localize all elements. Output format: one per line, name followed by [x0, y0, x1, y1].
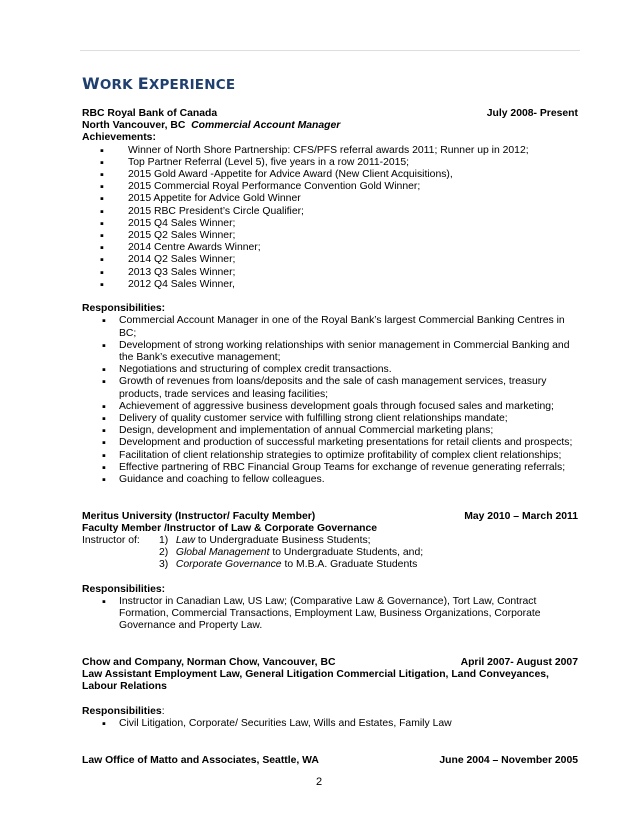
achievement-item: ▪ 2013 Q3 Sales Winner;: [82, 267, 578, 279]
responsibilities-list: [82, 315, 578, 486]
job-meritus: [82, 511, 578, 633]
responsibility-item: ▪ Delivery of quality customer service with fulfilling strong client relationships mandate;: [82, 413, 578, 425]
course-number: 1): [159, 535, 169, 547]
responsibilities-label: Responsibilities:: [82, 303, 166, 315]
achievements-list: [82, 145, 578, 291]
responsibility-item: ▪ Growth of revenues from loans/deposits and the sale of cash management services, treasury products, trade services and leasing facilities;: [82, 376, 578, 400]
employer: Law Office of Matto and Associates, Seattle, WA: [82, 754, 319, 766]
job-dates: May 2010 – March 2011: [464, 510, 578, 522]
course-item: [159, 535, 423, 547]
instructor-label: Instructor of:: [82, 535, 140, 547]
job-dates: July 2008- Present: [486, 108, 578, 119]
achievement-item: ▪ 2014 Q2 Sales Winner;: [82, 254, 578, 266]
job-role: Law Assistant Employment Law, General Litigation Commercial Litigation, Land Conveyances, Labour Relations: [82, 669, 549, 693]
section-title-work-experience: WORK EXPERIENCE: [82, 74, 236, 93]
responsibility-item: ▪ Facilitation of client relationship strategies to optimize profitability of complex client relationships;: [82, 450, 578, 462]
courses-list: [159, 535, 423, 572]
achievement-item: ▪ Winner of North Shore Partnership: CFS/PFS referral awards 2011; Runner up in 2012;: [82, 145, 578, 157]
job-location-title: [82, 120, 578, 132]
course-audience: to Undergraduate Students, and;: [269, 547, 424, 559]
responsibility-item: ▪ Development of strong working relationships with senior management in Commercial Banking and the Bank’s executive management;: [82, 340, 578, 364]
responsibilities-label: Responsibilities: [82, 705, 162, 717]
job-dates: June 2004 – November 2005: [439, 754, 578, 766]
achievement-item: ▪ 2014 Centre Awards Winner;: [82, 242, 578, 254]
page-number: 2: [315, 776, 323, 788]
achievement-item: ▪ 2012 Q4 Sales Winner,: [82, 279, 578, 291]
responsibility-item: ▪ Achievement of aggressive business development goals through focused sales and marketing;: [82, 401, 578, 413]
responsibility-item: ▪ Effective partnering of RBC Financial Group Teams for exchange of revenue generating referrals;: [82, 462, 578, 474]
job-location: North Vancouver, BC: [82, 120, 186, 132]
courses-block: [82, 535, 578, 572]
job-header: [82, 108, 578, 120]
label-colon: :: [161, 705, 165, 717]
resume-body: [82, 108, 578, 767]
job-title: Commercial Account Manager: [191, 120, 341, 132]
responsibility-item: ▪ Civil Litigation, Corporate/ Securities Law, Wills and Estates, Family Law: [82, 718, 578, 730]
course-item: [159, 559, 423, 571]
achievement-item: ▪ Top Partner Referral (Level 5), five years in a row 2011-2015;: [82, 157, 578, 169]
job-dates: April 2007- August 2007: [460, 657, 578, 669]
job-rbc: [82, 108, 578, 486]
course-number: 3): [159, 559, 169, 571]
header-rule: [80, 50, 580, 51]
course-number: 2): [159, 547, 169, 559]
achievement-item: ▪ 2015 Appetite for Advice Gold Winner: [82, 193, 578, 205]
course-subject: Global Management: [175, 547, 270, 559]
job-header: [82, 755, 578, 767]
responsibilities-list: [82, 596, 578, 633]
responsibility-item: ▪ Development and production of successful marketing presentations for retail clients and prospects;: [82, 437, 578, 449]
course-audience: to Undergraduate Business Students;: [194, 535, 371, 547]
job-chow: [82, 657, 578, 730]
employer: RBC Royal Bank of Canada: [82, 108, 218, 119]
achievements-label: Achievements:: [82, 132, 156, 144]
course-audience: to M.B.A. Graduate Students: [281, 559, 418, 571]
achievement-item: ▪ 2015 RBC President’s Circle Qualifier;: [82, 206, 578, 218]
achievement-item: ▪ 2015 Gold Award -Appetite for Advice Award (New Client Acquisitions),: [82, 169, 578, 181]
course-item: [159, 547, 423, 559]
job-role: Faculty Member /Instructor of Law & Corporate Governance: [82, 522, 378, 534]
job-header: [82, 511, 578, 523]
responsibility-item: ▪ Design, development and implementation of annual Commercial marketing plans;: [82, 425, 578, 437]
responsibility-item: ▪ Guidance and coaching to fellow colleagues.: [82, 474, 578, 486]
achievement-item: ▪ 2015 Q2 Sales Winner;: [82, 230, 578, 242]
achievement-item: ▪ 2015 Q4 Sales Winner;: [82, 218, 578, 230]
employer: Chow and Company, Norman Chow, Vancouver, BC: [82, 657, 336, 669]
course-subject: Law: [175, 535, 195, 547]
responsibilities-list: [82, 718, 578, 730]
responsibilities-label-line: [82, 706, 578, 718]
responsibility-item: ▪ Commercial Account Manager in one of the Royal Bank’s largest Commercial Banking Centres in BC;: [82, 315, 578, 339]
job-header: [82, 657, 578, 669]
responsibilities-label: Responsibilities:: [82, 583, 166, 595]
course-subject: Corporate Governance: [175, 559, 282, 571]
job-matto: [82, 755, 578, 767]
responsibility-item: ▪ Negotiations and structuring of complex credit transactions.: [82, 364, 578, 376]
responsibility-item: ▪ Instructor in Canadian Law, US Law; (Comparative Law & Governance), Tort Law, Contract Formation, Commercial Transactions, Employment Law, Business Organizations, Corporate Governance and Property Law.: [82, 596, 578, 633]
employer: Meritus University (Instructor/ Faculty Member): [82, 510, 316, 522]
achievement-item: ▪ 2015 Commercial Royal Performance Convention Gold Winner;: [82, 181, 578, 193]
